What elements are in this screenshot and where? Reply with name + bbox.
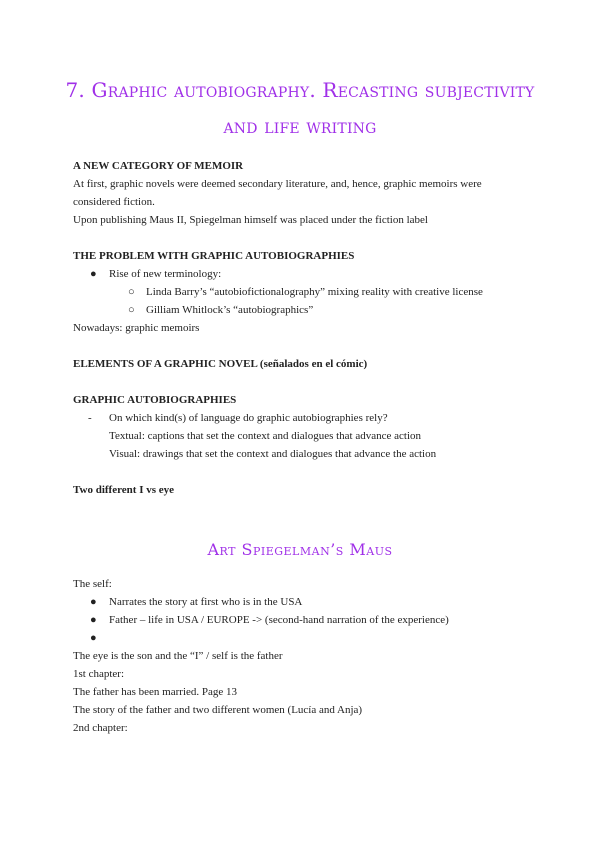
paragraph-line: 2nd chapter:: [73, 722, 128, 734]
paragraph-line: considered fiction.: [73, 196, 155, 208]
paragraph-line: On which kind(s) of language do graphic autobiographies rely?: [109, 412, 388, 424]
section-heading-two-different: Two different I vs eye: [73, 484, 175, 496]
paragraph-line: Visual: drawings that set the context and dialogues that advance the action: [109, 448, 437, 460]
dash-marker: -: [88, 412, 92, 424]
bullet-item: Rise of new terminology:: [109, 268, 222, 280]
bullet-dot-icon: ●: [90, 596, 97, 608]
sub-bullet-item: Gilliam Whitlock’s “autobiographics”: [146, 304, 314, 316]
bullet-dot-icon: ●: [90, 632, 97, 644]
paragraph-line: Textual: captions that set the context and dialogues that advance action: [109, 430, 422, 442]
bullet-item: Father – life in USA / EUROPE -> (second-hand narration of the experience): [109, 614, 449, 626]
paragraph-line: Upon publishing Maus II, Spiegelman himself was placed under the fiction label: [73, 214, 428, 226]
paragraph-line: 1st chapter:: [73, 668, 125, 680]
paragraph-line: At first, graphic novels were deemed secondary literature, and, hence, graphic memoirs were: [73, 178, 482, 190]
section-heading-problem: THE PROBLEM WITH GRAPHIC AUTOBIOGRAPHIES: [73, 250, 355, 262]
bullet-dot-icon: ●: [90, 614, 97, 626]
hollow-bullet-icon: ○: [128, 304, 135, 316]
paragraph-line: Nowadays: graphic memoirs: [73, 322, 200, 334]
page-title: 7. Graphic autobiography. Recasting subjectivity and life writing: [65, 78, 535, 138]
sub-bullet-item: Linda Barry’s “autobiofictionalography” mixing reality with creative license: [146, 286, 483, 298]
section-title-maus: Art Spiegelman’s Maus: [207, 540, 393, 559]
paragraph-line: The eye is the son and the “I” / self is the father: [73, 650, 283, 662]
hollow-bullet-icon: ○: [128, 286, 135, 298]
paragraph-line: The father has been married. Page 13: [73, 686, 238, 698]
section-heading-new-category: A NEW CATEGORY OF MEMOIR: [73, 160, 244, 172]
paragraph-line: The story of the father and two different women (Lucía and Anja): [73, 704, 363, 716]
paragraph-line: The self:: [73, 578, 112, 590]
bullet-dot-icon: ●: [90, 268, 97, 280]
section-heading-elements: ELEMENTS OF A GRAPHIC NOVEL (señalados en el cómic): [73, 358, 368, 370]
bullet-item: Narrates the story at first who is in the USA: [109, 596, 303, 608]
section-heading-graphic-autobiographies: GRAPHIC AUTOBIOGRAPHIES: [73, 394, 237, 406]
